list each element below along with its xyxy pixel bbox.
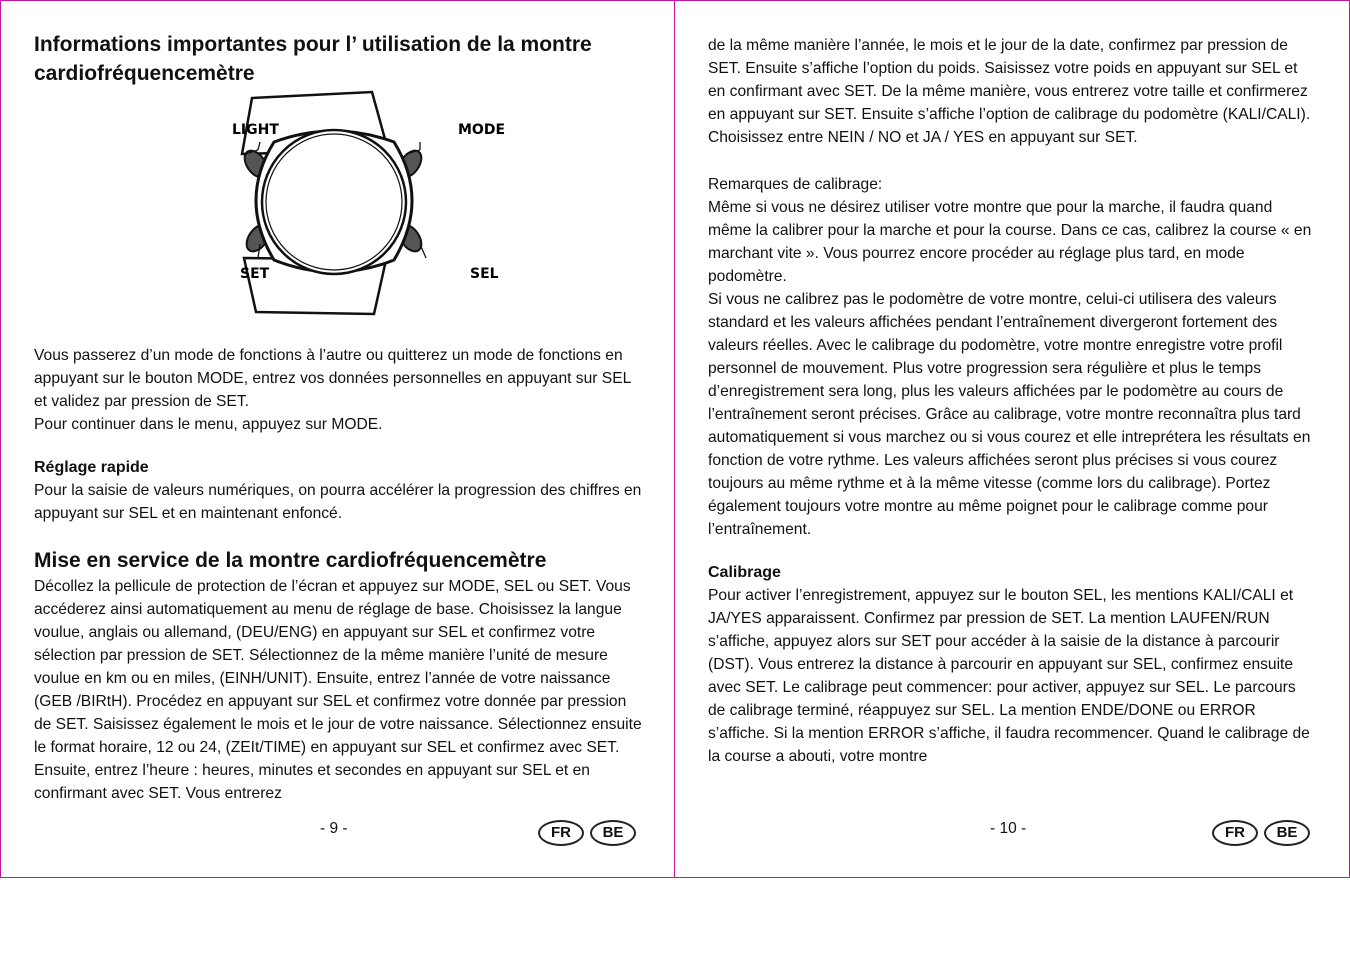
- intro-paragraph: Vous passerez d’un mode de fonctions à l’autre ou quitterez un mode de fonctions en appuyant sur le bouton MODE, entrez vos données personnelles en appuyant sur SEL et validez par pression de SET.: [34, 347, 631, 410]
- badge-fr-left: FR: [538, 820, 584, 846]
- watch-illustration: [34, 90, 644, 330]
- page-number-right: - 10 -: [990, 820, 1027, 837]
- set-label: SET: [240, 266, 270, 282]
- intro-continue-paragraph: Pour continuer dans le menu, appuyez sur MODE.: [34, 416, 383, 433]
- remarks-heading: Remarques de calibrage:: [708, 176, 883, 193]
- badge-be-left: BE: [590, 820, 636, 846]
- badge-fr-right: FR: [1212, 820, 1258, 846]
- setup-heading: Mise en service de la montre cardiofréquencemètre: [34, 549, 547, 572]
- quick-setting-heading: Réglage rapide: [34, 459, 149, 476]
- right-page: [708, 34, 1316, 824]
- sel-label: SEL: [470, 266, 499, 282]
- light-label: LIGHT: [232, 122, 279, 138]
- left-page: [34, 30, 644, 820]
- quick-setting-paragraph: Pour la saisie de valeurs numériques, on pourra accélérer la progression des chiffres en appuyant sur SEL et en maintenant enfoncé.: [34, 482, 642, 522]
- page-title: Informations importantes pour l’ utilisation de la montre cardiofréquencemètre: [34, 33, 592, 85]
- calibration-paragraph: Pour activer l’enregistrement, appuyez sur le bouton SEL, les mentions KALI/CALI et JA/YES apparaissent. Confirmez par pression de SET. La mention LAUFEN/RUN s’affiche, appuyez alors sur SET pour accéder à la saisie de la distance à parcourir (DST). Vous entrerez la distance à parcourir en appuyant sur SEL, confirmez ensuite avec SET. Le calibrage peut commencer: pour activer, appuyez sur SEL. Le parcours de calibrage terminé, réappuyez sur SEL. La mention ENDE/DONE ou ERROR s’affiche. Si la mention ERROR s’affiche, il faudra recommencer. Quand le calibrage de la course a abouti, votre montre: [708, 587, 1310, 765]
- mode-label: MODE: [458, 122, 506, 138]
- continuation-paragraph: de la même manière l’année, le mois et le jour de la date, confirmez par pression de SET. Ensuite s’affiche l’option du poids. Saisissez votre poids en appuyant sur SEL et en confirmant avec SET. De la même manière, vous entrerez votre taille et confirmerez en appuyant sur SET. Ensuite s’affiche l’option de calibrage du podomètre (KALI/CALI). Choisissez entre NEIN / NO et JA / YES en appuyant sur SET.: [708, 37, 1311, 146]
- page-number-left: - 9 -: [320, 820, 348, 837]
- watch-diagram: [194, 90, 514, 320]
- page-divider: [674, 0, 675, 878]
- calibration-heading: Calibrage: [708, 564, 781, 581]
- badge-be-right: BE: [1264, 820, 1310, 846]
- remarks-paragraph-2: Si vous ne calibrez pas le podomètre de votre montre, celui-ci utilisera des valeurs standard et les valeurs affichées pendant l’entraînement divergeront fortement des valeurs réelles. Avec le calibrage du podomètre, votre montre enregistre votre profil personnel de mouvement. Plus votre progression sera régulière et plus le temps d’enregistrement sera long, plus les valeurs affichées par le podomètre au cours de l’entraînement seront précises. Grâce au calibrage, votre montre reconnaîtra plus tard automatiquement si vous marchez ou si vous courez et elle intreprétera les résultats en fonction de votre rythme. Les valeurs affichées seront plus précises si vous courez toujours au même rythme et à la même vitesse (comme lors du calibrage). Portez également toujours votre montre au même poignet pour le calibrage comme pour l’entraînement.: [708, 291, 1311, 538]
- setup-paragraph: Décollez la pellicule de protection de l’écran et appuyez sur MODE, SEL ou SET. Vous accéderez ainsi automatiquement au menu de réglage de base. Choisissez la langue voulue, anglais ou allemand, (DEU/ENG) en appuyant sur SEL et confirmez votre sélection par pression de SET. Sélectionnez de la même manière l’unité de mesure voulue en km ou en miles, (EINH/UNIT). Ensuite, entrez l’année de votre naissance (GEB /BIRtH). Procédez en appuyant sur SEL et confirmez votre donnée par pression de SET. Saisissez également le mois et le jour de votre naissance. Sélectionnez ensuite le format horaire, 12 ou 24, (ZEIt/TIME) en appuyant sur SEL et confirmez avec SET. Ensuite, entrez l’heure : heures, minutes et secondes en appuyant sur SEL et en confirmant avec SET. Vous entrerez: [34, 578, 642, 802]
- remarks-paragraph-1: Même si vous ne désirez utiliser votre montre que pour la marche, il faudra quand même la calibrer pour la marche et pour la course. Dans ce cas, calibrez la course « en marchant vite ». Vous pourrez encore procéder au réglage plus tard, en mode podomètre.: [708, 199, 1312, 285]
